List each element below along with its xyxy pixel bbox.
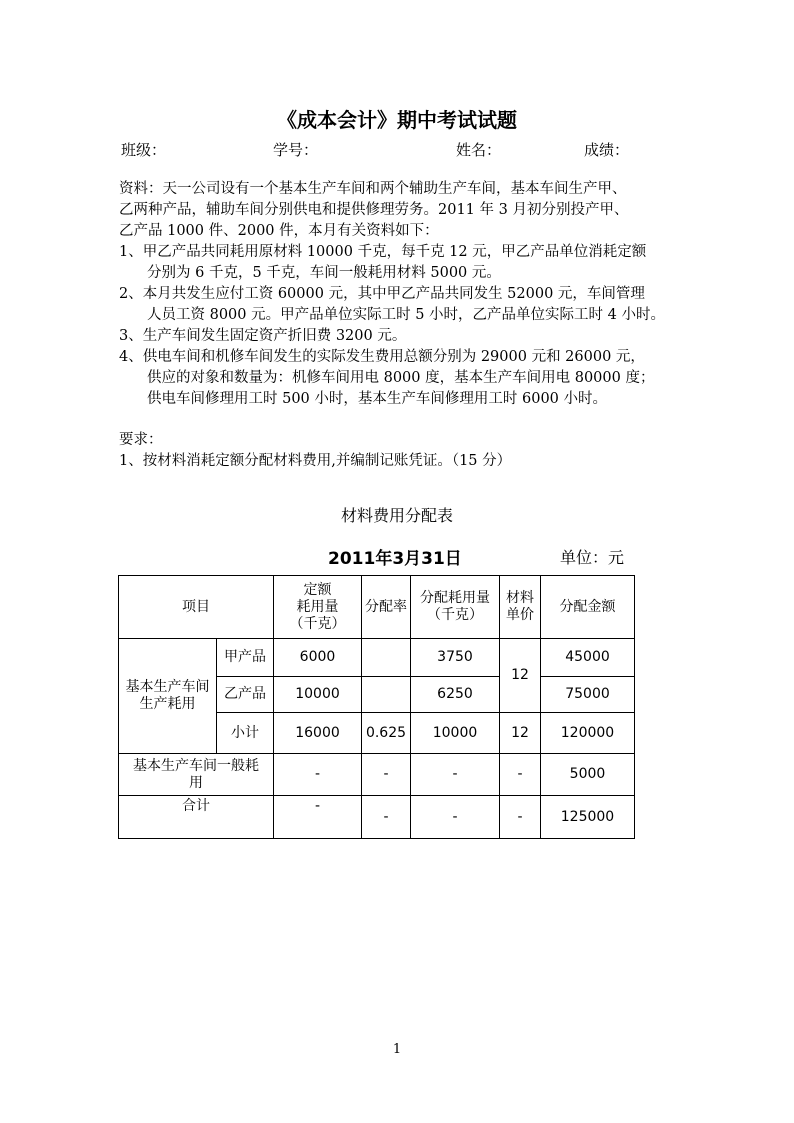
material-line: 供应的对象和数量为：机修车间用电 8000 度，基本生产车间用电 80000 度；	[147, 370, 655, 386]
page-title: 《成本会计》期中考试试题	[277, 108, 517, 132]
table-unit: 单位：元	[560, 548, 625, 567]
material-line: 3、生产车间发生固定资产折旧费 3200 元。	[119, 328, 407, 344]
header-alloc-qty-line: （千克）	[427, 607, 483, 623]
name-label: 姓名：	[456, 141, 502, 159]
cell-price: -	[500, 796, 541, 839]
cell-quota: 10000	[274, 677, 362, 713]
requirements-heading: 要求：	[119, 432, 163, 448]
row-label: 乙产品	[217, 677, 274, 713]
cell-qty: 3750	[411, 639, 500, 677]
cell-qty: -	[411, 754, 500, 796]
group-label	[119, 639, 217, 754]
header-item: 项目	[119, 576, 274, 639]
student-id-label: 学号：	[273, 141, 319, 159]
material-line: 分别为 6 千克，5 千克，车间一般耗用材料 5000 元。	[147, 265, 501, 281]
cell-amount: 75000	[541, 677, 635, 713]
cell-rate	[362, 677, 411, 713]
table-row	[119, 754, 635, 796]
cell-price: 12	[500, 639, 541, 713]
total-label: 合计	[119, 796, 274, 839]
general-use-label	[119, 754, 274, 796]
cell-amount: 5000	[541, 754, 635, 796]
cell-qty: -	[411, 796, 500, 839]
material-allocation-table	[118, 575, 635, 839]
cell-rate	[362, 639, 411, 677]
cell-quota: 16000	[274, 713, 362, 754]
material-line: 乙两种产品，辅助车间分别供电和提供修理劳务。2011 年 3 月初分别投产甲、	[119, 202, 629, 218]
page-number: 1	[392, 1042, 402, 1057]
material-line: 4、供电车间和机修车间发生的实际发生费用总额分别为 29000 元和 26000 元，	[119, 349, 645, 365]
group-label-line: 基本生产车间	[125, 679, 210, 695]
cell-rate: -	[362, 796, 411, 839]
material-line: 供电车间修理用工时 500 小时，基本生产车间修理用工时 6000 小时。	[147, 391, 608, 407]
row-label: 小计	[217, 713, 274, 754]
material-line: 乙产品 1000 件、2000 件，本月有关资料如下：	[119, 223, 439, 239]
cell-qty: 6250	[411, 677, 500, 713]
general-use-label-line: 用	[189, 774, 203, 791]
cell-amount: 125000	[541, 796, 635, 839]
header-amount: 分配金额	[541, 576, 635, 639]
cell-amount: 120000	[541, 713, 635, 754]
cell-price: -	[500, 754, 541, 796]
material-line: 1、甲乙产品共同耗用原材料 10000 千克，每千克 12 元，甲乙产品单位消耗定额	[119, 244, 647, 260]
material-line: 人员工资 8000 元。甲产品单位实际工时 5 小时，乙产品单位实际工时 4 小时。	[147, 307, 666, 323]
cell-quota: -	[274, 796, 362, 839]
material-line: 2、本月共发生应付工资 60000 元，其中甲乙产品共同发生 52000 元，车间管理	[119, 286, 645, 302]
header-price-line: 材料	[506, 590, 534, 606]
class-label: 班级：	[121, 141, 167, 159]
header-quota	[274, 576, 362, 639]
cell-amount: 45000	[541, 639, 635, 677]
header-quota-line: 耗用量	[296, 598, 339, 615]
header-quota-line: 定额	[303, 581, 332, 598]
header-row	[119, 576, 635, 639]
cell-rate: -	[362, 754, 411, 796]
cell-quota: -	[274, 754, 362, 796]
total-row	[119, 796, 635, 839]
cell-rate: 0.625	[362, 713, 411, 754]
material-line: 资料：天一公司设有一个基本生产车间和两个辅助生产车间，基本车间生产甲、	[119, 181, 627, 197]
cell-qty: 10000	[411, 713, 500, 754]
header-price	[500, 576, 541, 639]
requirement-item: 1、按材料消耗定额分配材料费用,并编制记账凭证。（15 分）	[119, 453, 512, 469]
header-alloc-qty	[411, 576, 500, 639]
general-use-label-line: 基本生产车间一般耗	[133, 757, 259, 774]
table-date: 2011年3月31日	[328, 549, 462, 569]
header-price-line: 单价	[506, 607, 534, 623]
group-label-line: 生产耗用	[139, 696, 196, 712]
score-label: 成绩：	[584, 141, 630, 159]
header-rate: 分配率	[362, 576, 411, 639]
table-row	[119, 639, 635, 677]
material-section	[119, 179, 689, 410]
table-title: 材料费用分配表	[340, 506, 453, 525]
header-alloc-qty-line: 分配耗用量	[420, 590, 490, 606]
requirements-section	[119, 430, 689, 472]
cell-quota: 6000	[274, 639, 362, 677]
row-label: 甲产品	[217, 639, 274, 677]
header-quota-line: （千克）	[289, 615, 346, 632]
cell-price: 12	[500, 713, 541, 754]
